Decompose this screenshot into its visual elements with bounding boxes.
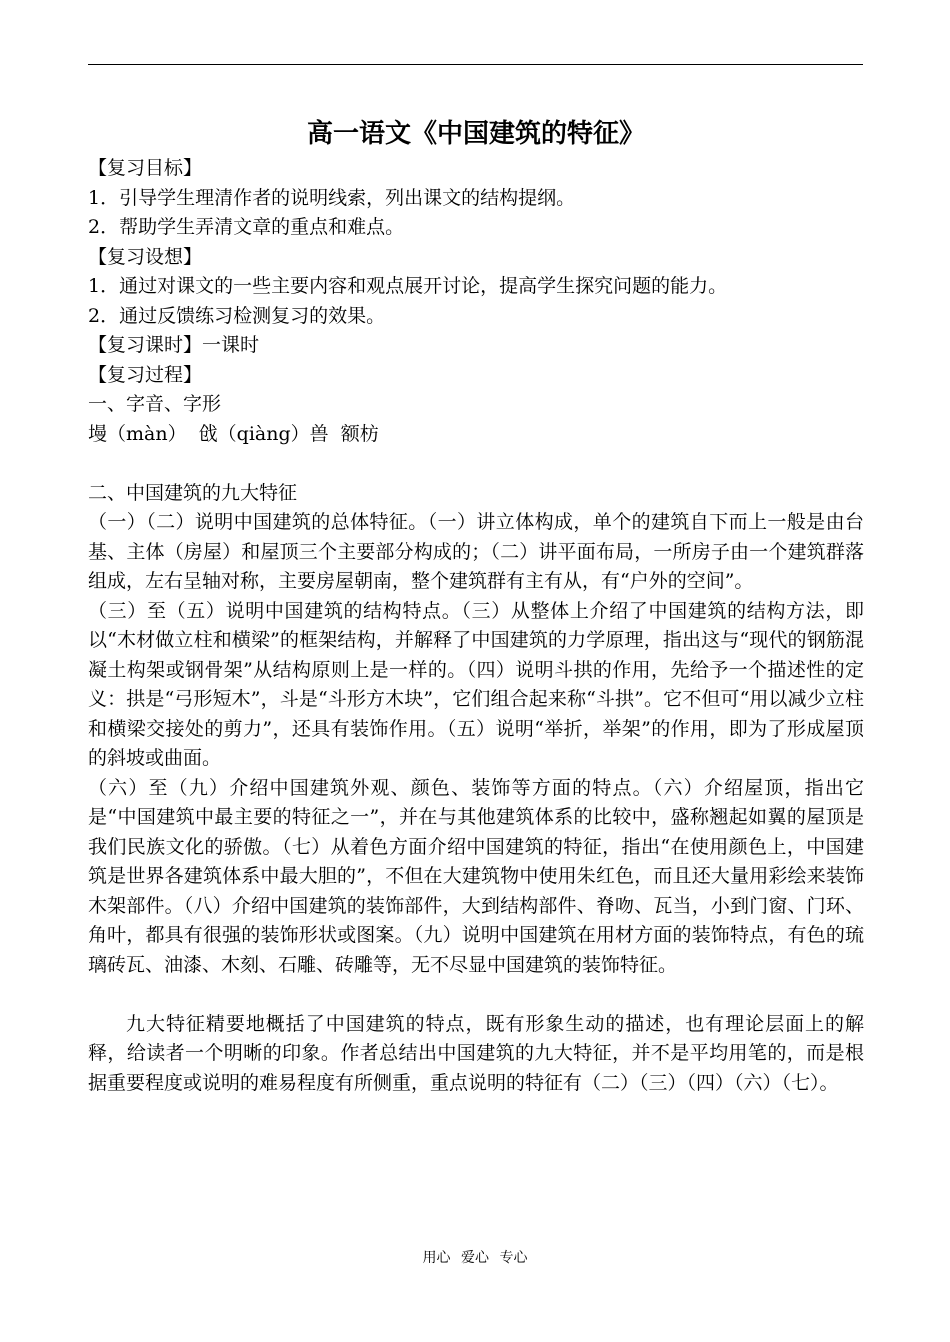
goals-heading: 【复习目标】 <box>88 157 203 179</box>
section-2-heading: 二、中国建筑的九大特征 <box>88 481 298 504</box>
document-body <box>88 116 864 1098</box>
blank-line <box>88 980 864 1010</box>
paragraph: （一）（二）说明中国建筑的总体特征。（一）讲立体构成，单个的建筑自下而上一般是由台基、主体（房屋）和屋顶三个主要部分构成的；（二）讲平面布局，一所房子由一个建筑群落组成，左右呈轴对称，主要房屋朝南，整个建筑群有主有从，有“户外的空间”。 <box>88 511 864 592</box>
design-heading: 【复习设想】 <box>88 245 203 268</box>
blank-line <box>88 449 864 479</box>
goal-item: 1．引导学生理清作者的说明线索，列出课文的结构提纲。 <box>88 186 576 209</box>
document-title: 高一语文《中国建筑的特征》 <box>306 119 645 149</box>
design-item: 1．通过对课文的一些主要内容和观点展开讨论，提高学生探究问题的能力。 <box>88 275 728 297</box>
paragraph: （三）至（五）说明中国建筑的结构特点。（三）从整体上介绍了中国建筑的结构方法，即以“木材做立柱和横梁”的框架结构，并解释了中国建筑的力学原理，指出这与“现代的钢筋混凝土构架或钢骨架”从结构原则上是一样的。（四）说明斗拱的作用，先给予一个描述性的定义：拱是“弓形短木”，斗是“斗形方木块”，它们组合起来称“斗拱”。它不但可“用以减少立柱和横梁交接处的剪力”，还具有装饰作用。（五）说明“举折，举架”的作用，即为了形成屋顶的斜坡或曲面。 <box>88 599 864 769</box>
section-1-words: 墁（màn） 戗（qiàng）兽 额枋 <box>88 422 379 445</box>
summary-paragraph: 九大特征精要地概括了中国建筑的特点，既有形象生动的描述，也有理论层面上的解释，给读者一个明晰的印象。作者总结出中国建筑的九大特征，并不是平均用笔的，而是根据重要程度或说明的难易程度有所侧重，重点说明的特征有（二）（三）（四）（六）（七）。 <box>88 1012 864 1094</box>
design-item: 2．通过反馈练习检测复习的效果。 <box>88 304 386 327</box>
header-rule <box>88 64 863 65</box>
section-1-heading: 一、字音、字形 <box>88 393 222 415</box>
hours-line: 【复习课时】一课时 <box>88 334 260 356</box>
goal-item: 2．帮助学生弄清文章的重点和难点。 <box>88 216 405 238</box>
process-heading: 【复习过程】 <box>88 363 203 386</box>
page-footer: 用心 爱心 专心 <box>422 1250 528 1266</box>
paragraph: （六）至（九）介绍中国建筑外观、颜色、装饰等方面的特点。（六）介绍屋顶，指出它是“中国建筑中最主要的特征之一”，并在与其他建筑体系的比较中，盛称翘起如翼的屋顶是我们民族文化的骄傲。（七）从着色方面介绍中国建筑的特征，指出“在使用颜色上，中国建筑是世界各建筑体系中最大胆的”，不但在大建筑物中使用朱红色，而且还大量用彩绘来装饰木架部件。（八）介绍中国建筑的装饰部件，大到结构部件、脊吻、瓦当，小到门窗、门环、角叶，都具有很强的装饰形状或图案。（九）说明中国建筑在用材方面的装饰特点，有色的琉璃砖瓦、油漆、木刻、石雕、砖雕等，无不尽显中国建筑的装饰特征。 <box>88 776 864 976</box>
